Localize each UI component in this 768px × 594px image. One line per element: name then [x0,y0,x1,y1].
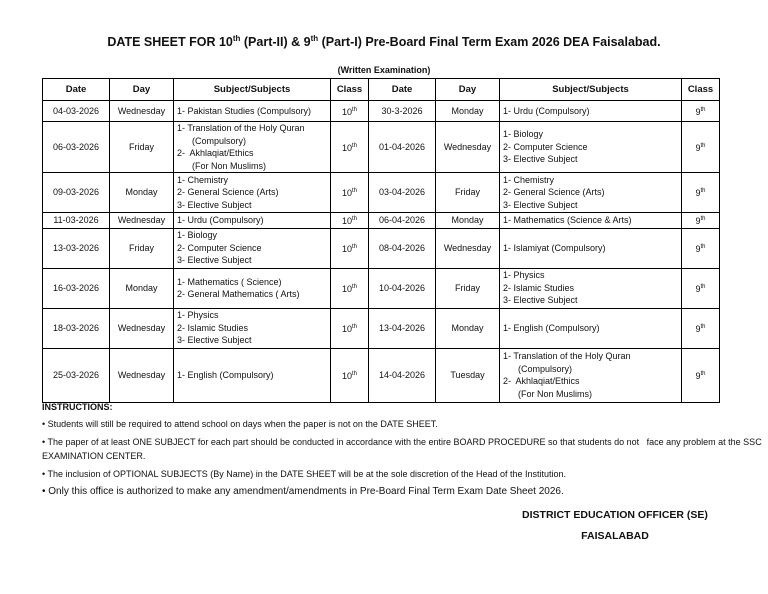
header-class: Class [682,79,720,101]
subject-line: 1- English (Compulsory) [503,322,600,333]
subject-line: (Compulsory) [503,363,573,374]
subject-line: 1- Chemistry [503,174,555,185]
subtitle: (Written Examination) [337,65,431,75]
instruction-item: • The inclusion of OPTIONAL SUBJECTS (By Name) in the DATE SHEET will be at the sole discretion of the Head of the Institution. [42,469,567,479]
subject-line: 3- Elective Subject [503,199,578,210]
subject-line: 1- Urdu (Compulsory) [503,105,590,116]
title-part: (Part-II) & 9 [240,35,311,50]
class-suffix: th [352,283,358,290]
subject-line: 2- Computer Science [503,141,588,152]
class-number: 10 [341,243,352,254]
subject-line: 1- Islamiyat (Compulsory) [503,242,606,253]
date-cell: 01-04-2026 [369,122,436,173]
subjects-cell [174,228,331,268]
officer-title: DISTRICT EDUCATION OFFICER (SE) [522,509,708,521]
subjects-cell [174,173,331,213]
class-cell [331,228,369,268]
subjects-cell [500,268,682,308]
header-date: Date [369,79,436,101]
title-sup: th [232,34,241,43]
day-cell: Friday [436,268,500,308]
class-cell [331,101,369,122]
date-cell: 13-03-2026 [43,228,110,268]
day-cell: Wednesday [110,101,174,122]
table-header-row [43,79,720,101]
subject-line: 2- Akhlaqiat/Ethics [503,376,580,386]
class-number: 10 [341,216,352,226]
subject-line: 1- Biology [177,230,218,241]
subject-line: 2- Islamic Studies [503,282,575,293]
subject-line: 1- Mathematics (Science & Arts) [503,215,632,225]
date-cell: 08-04-2026 [369,228,436,268]
class-suffix: th [352,323,358,330]
class-number: 9 [695,243,701,254]
class-suffix: th [352,243,358,250]
class-cell [682,101,720,122]
class-number: 9 [695,370,701,381]
subject-line: 1- Biology [503,129,544,140]
date-cell: 06-03-2026 [43,122,110,173]
class-suffix: th [700,216,706,222]
day-cell: Monday [110,268,174,308]
subjects-cell [174,308,331,348]
subject-line: 2- General Science (Arts) [503,187,605,198]
subject-line: 2- General Mathematics ( Arts) [177,289,300,299]
subject-line: 3- Elective Subject [177,255,252,266]
class-cell [682,308,720,348]
day-cell: Friday [110,228,174,268]
class-cell [682,122,720,173]
table-row [43,348,720,402]
day-cell: Monday [110,173,174,213]
class-cell [331,268,369,308]
subject-line: 1- Physics [177,310,219,321]
class-suffix: th [700,243,706,250]
subjects-cell [174,122,331,173]
date-cell: 16-03-2026 [43,268,110,308]
subjects-cell [500,348,682,402]
subjects-cell [174,268,331,308]
header-class: Class [331,79,369,101]
date-cell: 09-03-2026 [43,173,110,213]
class-number: 9 [695,323,701,334]
title-sup: th [310,34,319,43]
subject-line: 3- Elective Subject [503,154,578,165]
date-cell: 14-04-2026 [369,348,436,402]
class-number: 10 [341,283,352,294]
date-sheet-table [42,78,720,403]
instruction-item: • The paper of at least ONE SUBJECT for each part should be conducted in accordance with the entire BOARD PROCEDURE so that students do not face any problem at the SSC EXAMINATION CENTER. [42,437,762,461]
subjects-cell [500,173,682,213]
class-suffix: th [352,216,358,222]
day-cell: Wednesday [436,122,500,173]
subject-line: 1- Mathematics ( Science) [177,276,282,287]
day-cell: Monday [436,101,500,122]
class-cell [331,213,369,229]
subject-line: 2- Akhlaqiat/Ethics [177,148,254,158]
class-suffix: th [700,283,706,290]
class-cell [682,268,720,308]
class-suffix: th [700,188,706,195]
class-number: 10 [341,323,352,334]
subject-line: 1- Translation of the Holy Quran [177,123,305,133]
day-cell: Wednesday [436,228,500,268]
date-cell: 11-03-2026 [43,213,110,229]
day-cell: Wednesday [110,308,174,348]
instruction-item: • Students will still be required to attend school on days when the paper is not on the DATE SHEET. [42,419,438,429]
subject-line: (For Non Muslims) [503,388,593,399]
signature-block [500,505,730,547]
officer-city: FAISALABAD [581,530,649,542]
date-cell: 03-04-2026 [369,173,436,213]
instructions-heading: INSTRUCTIONS: [42,402,113,412]
subjects-cell [174,348,331,402]
subject-line: 1- Pakistan Studies (Compulsory) [177,105,312,116]
table-row [43,173,720,213]
subjects-cell [174,101,331,122]
table-row [43,268,720,308]
class-number: 10 [341,142,352,153]
subject-line: 2- Computer Science [177,242,262,253]
class-suffix: th [352,106,358,113]
table-row [43,122,720,173]
subject-line: 1- English (Compulsory) [177,369,274,380]
subject-line: 1- Chemistry [177,174,229,185]
class-suffix: th [700,142,706,149]
day-cell: Tuesday [436,348,500,402]
subject-line: 2- Islamic Studies [177,322,249,333]
day-cell: Friday [110,122,174,173]
class-suffix: th [352,370,358,377]
class-cell [331,173,369,213]
subject-line: 3- Elective Subject [177,199,252,210]
class-number: 10 [341,188,352,199]
subject-line: 1- Physics [503,270,545,281]
class-suffix: th [352,188,358,195]
date-cell: 10-04-2026 [369,268,436,308]
class-cell [331,308,369,348]
class-cell [682,173,720,213]
subjects-cell [500,213,682,229]
table-row [43,101,720,122]
header-date: Date [43,79,110,101]
table-row [43,213,720,229]
header-day: Day [436,79,500,101]
page-title: DATE SHEET FOR 10th (Part-II) & 9th (Part-I) Pre-Board Final Term Exam 2026 DEA Faisalabad. [107,34,661,50]
class-number: 9 [695,216,701,226]
class-number: 9 [695,283,701,294]
class-cell [331,122,369,173]
day-cell: Wednesday [110,348,174,402]
table-row [43,228,720,268]
date-cell: 04-03-2026 [43,101,110,122]
header-subjects: Subject/Subjects [174,79,331,101]
subjects-cell [500,228,682,268]
day-cell: Friday [436,173,500,213]
class-number: 10 [341,370,352,381]
subjects-cell [500,308,682,348]
class-cell [682,348,720,402]
subject-line: 3- Elective Subject [177,335,252,346]
class-suffix: th [700,370,706,377]
instructions-section [42,402,768,503]
date-cell: 06-04-2026 [369,213,436,229]
class-cell [682,228,720,268]
date-cell: 30-3-2026 [369,101,436,122]
subject-line: (For Non Muslims) [177,160,267,171]
table-row [43,308,720,348]
class-cell [331,348,369,402]
class-suffix: th [352,142,358,149]
date-cell: 18-03-2026 [43,308,110,348]
subjects-cell [500,122,682,173]
subject-line: 1- Translation of the Holy Quran [503,351,631,361]
subject-line: 2- General Science (Arts) [177,187,279,198]
class-suffix: th [700,106,706,113]
class-cell [682,213,720,229]
header-day: Day [110,79,174,101]
subject-line: 3- Elective Subject [503,295,578,306]
subjects-cell [174,213,331,229]
header-subjects: Subject/Subjects [500,79,682,101]
subject-line: (Compulsory) [177,135,247,146]
day-cell: Monday [436,213,500,229]
class-number: 10 [341,106,352,117]
class-number: 9 [695,142,701,153]
date-cell: 25-03-2026 [43,348,110,402]
class-number: 9 [695,106,701,117]
class-suffix: th [700,323,706,330]
day-cell: Monday [436,308,500,348]
class-number: 9 [695,188,701,199]
title-part: DATE SHEET FOR 10 [107,35,233,50]
day-cell: Wednesday [110,213,174,229]
instruction-item: • Only this office is authorized to make any amendment/amendments in Pre-Board Final Term Exam Date Sheet 2026. [42,486,564,497]
date-cell: 13-04-2026 [369,308,436,348]
subjects-cell [500,101,682,122]
subject-line: 1- Urdu (Compulsory) [177,215,264,225]
title-part: (Part-I) Pre-Board Final Term Exam 2026 DEA Faisalabad [318,35,658,50]
